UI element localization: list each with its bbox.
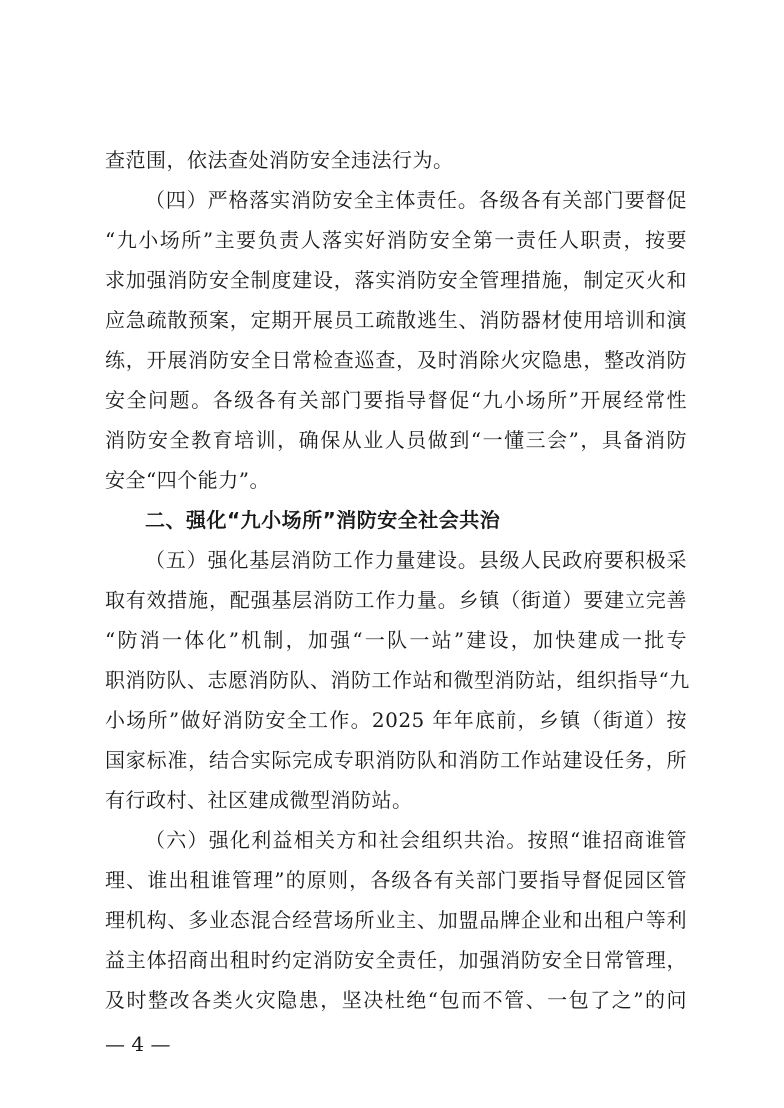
paragraph-line: 国家标准，结合实际完成专职消防队和消防工作站建设任务，所 (105, 748, 687, 772)
paragraph-line: （四）严格落实消防安全主体责任。各级各有关部门要督促 (145, 188, 687, 212)
paragraph-line: “九小场所”主要负责人落实好消防安全第一责任人职责，按要 (105, 228, 687, 252)
paragraph-line: 消防安全教育培训，确保从业人员做到“一懂三会”，具备消防 (105, 428, 687, 452)
paragraph-line: 安全“四个能力”。 (105, 468, 270, 492)
paragraph-line: 查范围，依法查处消防安全违法行为。 (105, 148, 454, 172)
paragraph-line: 应急疏散预案，定期开展员工疏散逃生、消防器材使用培训和演 (105, 308, 687, 332)
page-number: — 4 — (105, 1032, 171, 1056)
paragraph-line: 益主体招商出租时约定消防安全责任，加强消防安全日常管理， (105, 948, 687, 972)
paragraph-line: 取有效措施，配强基层消防工作力量。乡镇（街道）要建立完善 (105, 588, 687, 612)
paragraph-line: 职消防队、志愿消防队、消防工作站和微型消防站，组织指导“九 (105, 668, 690, 692)
paragraph-line: （六）强化利益相关方和社会组织共治。按照“谁招商谁管 (145, 828, 687, 852)
paragraph-line: 练，开展消防安全日常检查巡查，及时消除火灾隐患，整改消防 (105, 348, 687, 372)
paragraph-line: 有行政村、社区建成微型消防站。 (105, 788, 413, 812)
paragraph-line: （五）强化基层消防工作力量建设。县级人民政府要积极采 (145, 548, 687, 572)
paragraph-line: “防消一体化”机制，加强“一队一站”建设，加快建成一批专 (105, 628, 687, 652)
paragraph-line: 求加强消防安全制度建设，落实消防安全管理措施，制定灭火和 (105, 268, 687, 292)
paragraph-line: 及时整改各类火灾隐患，坚决杜绝“包而不管、一包了之”的问 (105, 988, 687, 1012)
paragraph-line: 小场所”做好消防安全工作。2025 年年底前，乡镇（街道）按 (105, 708, 687, 732)
paragraph-line: 理、谁出租谁管理”的原则，各级各有关部门要指导督促园区管 (105, 868, 687, 892)
section-heading: 二、强化“九小场所”消防安全社会共治 (145, 508, 501, 532)
paragraph-line: 理机构、多业态混合经营场所业主、加盟品牌企业和出租户等利 (105, 908, 687, 932)
paragraph-line: 安全问题。各级各有关部门要指导督促“九小场所”开展经常性 (105, 388, 687, 412)
